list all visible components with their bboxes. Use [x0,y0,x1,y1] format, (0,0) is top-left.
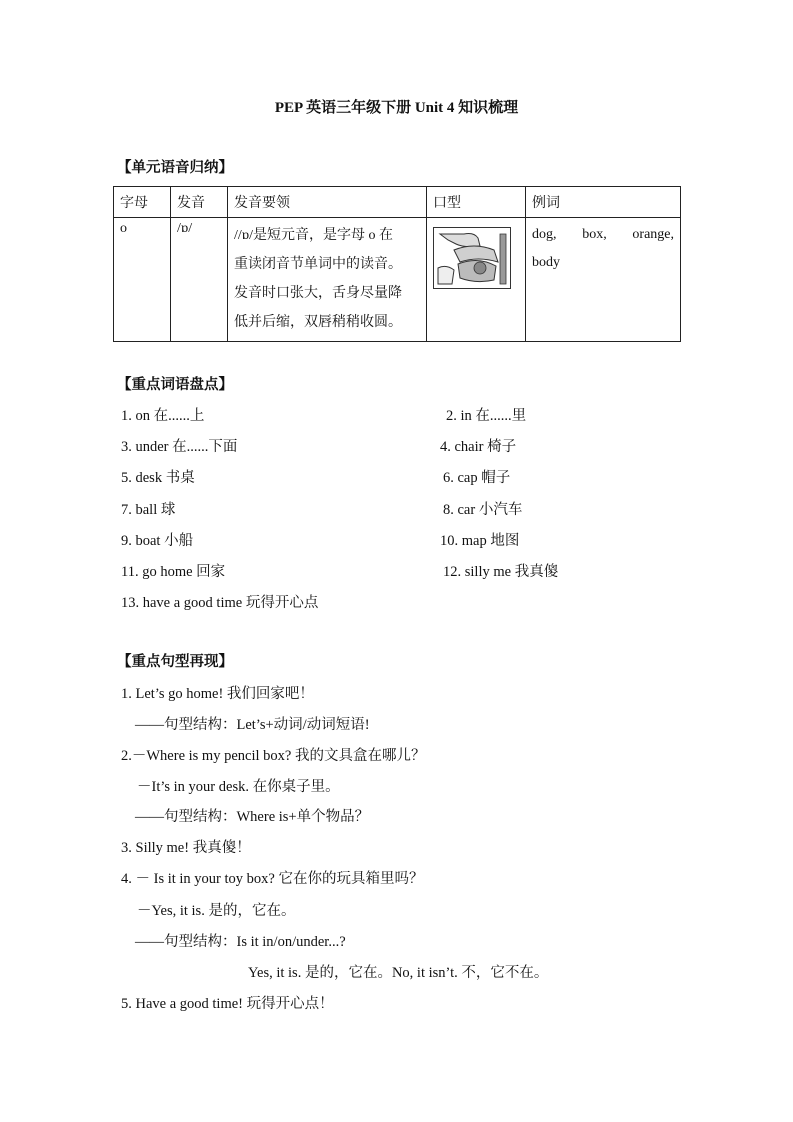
cell-sound: /ɒ/ [171,218,228,342]
tips-line: 发音时口张大，舌身尽量降 [234,286,402,301]
vocab-item: 8. car 小汽车 [443,502,523,518]
sentence-line: －Yes, it is. 是的，它在。 [137,903,296,919]
vocab-item: 11. go home 回家 [121,564,226,580]
sentence-line: 4. － Is it in your toy box? 它在你的玩具箱里吗？ [121,871,424,887]
phonics-table [113,186,681,342]
cell-letter: o [114,218,171,342]
cell-mouth [427,218,526,342]
vocab-item: 6. cap 帽子 [443,470,511,486]
cell-examples [526,218,681,342]
sentence-line: －It’s in your desk. 在你桌子里。 [137,779,340,795]
tips-line: 重读闭音节单词中的读音。 [234,257,402,272]
vocab-item: 4. chair 椅子 [440,439,517,455]
examples-line [532,221,674,249]
vocab-item: 5. desk 书桌 [121,470,195,486]
vocab-item: 1. on 在......上 [121,408,205,424]
example-word: orange, [632,227,674,242]
table-row [114,218,681,342]
vocab-item: 12. silly me 我真傻 [443,564,559,580]
vocab-item: 9. boat 小船 [121,533,194,549]
header-sound: 发音 [171,187,228,218]
header-mouth: 口型 [427,187,526,218]
sentence-line: ——句型结构：Is it in/on/under...? [135,934,346,950]
vocab-item: 2. in 在......里 [446,408,527,424]
sentence-line: 5. Have a good time! 玩得开心点！ [121,996,334,1012]
vocab-item: 3. under 在......下面 [121,439,238,455]
tips-line: 低并后缩，双唇稍稍收圆。 [234,315,402,330]
sentence-line: 1. Let’s go home! 我们回家吧！ [121,686,314,702]
section-heading-phonics: 【单元语音归纳】 [117,160,233,176]
vocab-item: 7. ball 球 [121,502,176,518]
sentence-line: 2.－Where is my pencil box? 我的文具盒在哪儿？ [121,748,426,764]
example-word: body [532,255,560,270]
page-title: PEP 英语三年级下册 Unit 4 知识梳理 [274,100,519,116]
sentence-line: Yes, it is. 是的，它在。No, it isn’t. 不，它不在。 [248,965,549,981]
header-tips: 发音要领 [228,187,427,218]
table-header-row [114,187,681,218]
section-heading-vocab: 【重点词语盘点】 [117,377,233,393]
example-word: box, [582,227,607,242]
header-letter: 字母 [114,187,171,218]
sentence-line: ——句型结构：Where is+单个物品？ [135,809,370,825]
cell-tips [228,218,427,342]
header-examples: 例词 [526,187,681,218]
sentence-line: 3. Silly me! 我真傻！ [121,840,251,856]
sentence-line: ——句型结构：Let’s+动词/动词短语! [135,717,370,733]
example-word: dog, [532,227,557,242]
section-heading-sentences: 【重点句型再现】 [117,654,233,670]
tips-line: //ɒ/是短元音，是字母 o 在 [234,228,393,243]
mouth-diagram-icon [433,227,511,289]
vocab-item: 10. map 地图 [440,533,520,549]
vocab-item: 13. have a good time 玩得开心点 [121,595,319,611]
